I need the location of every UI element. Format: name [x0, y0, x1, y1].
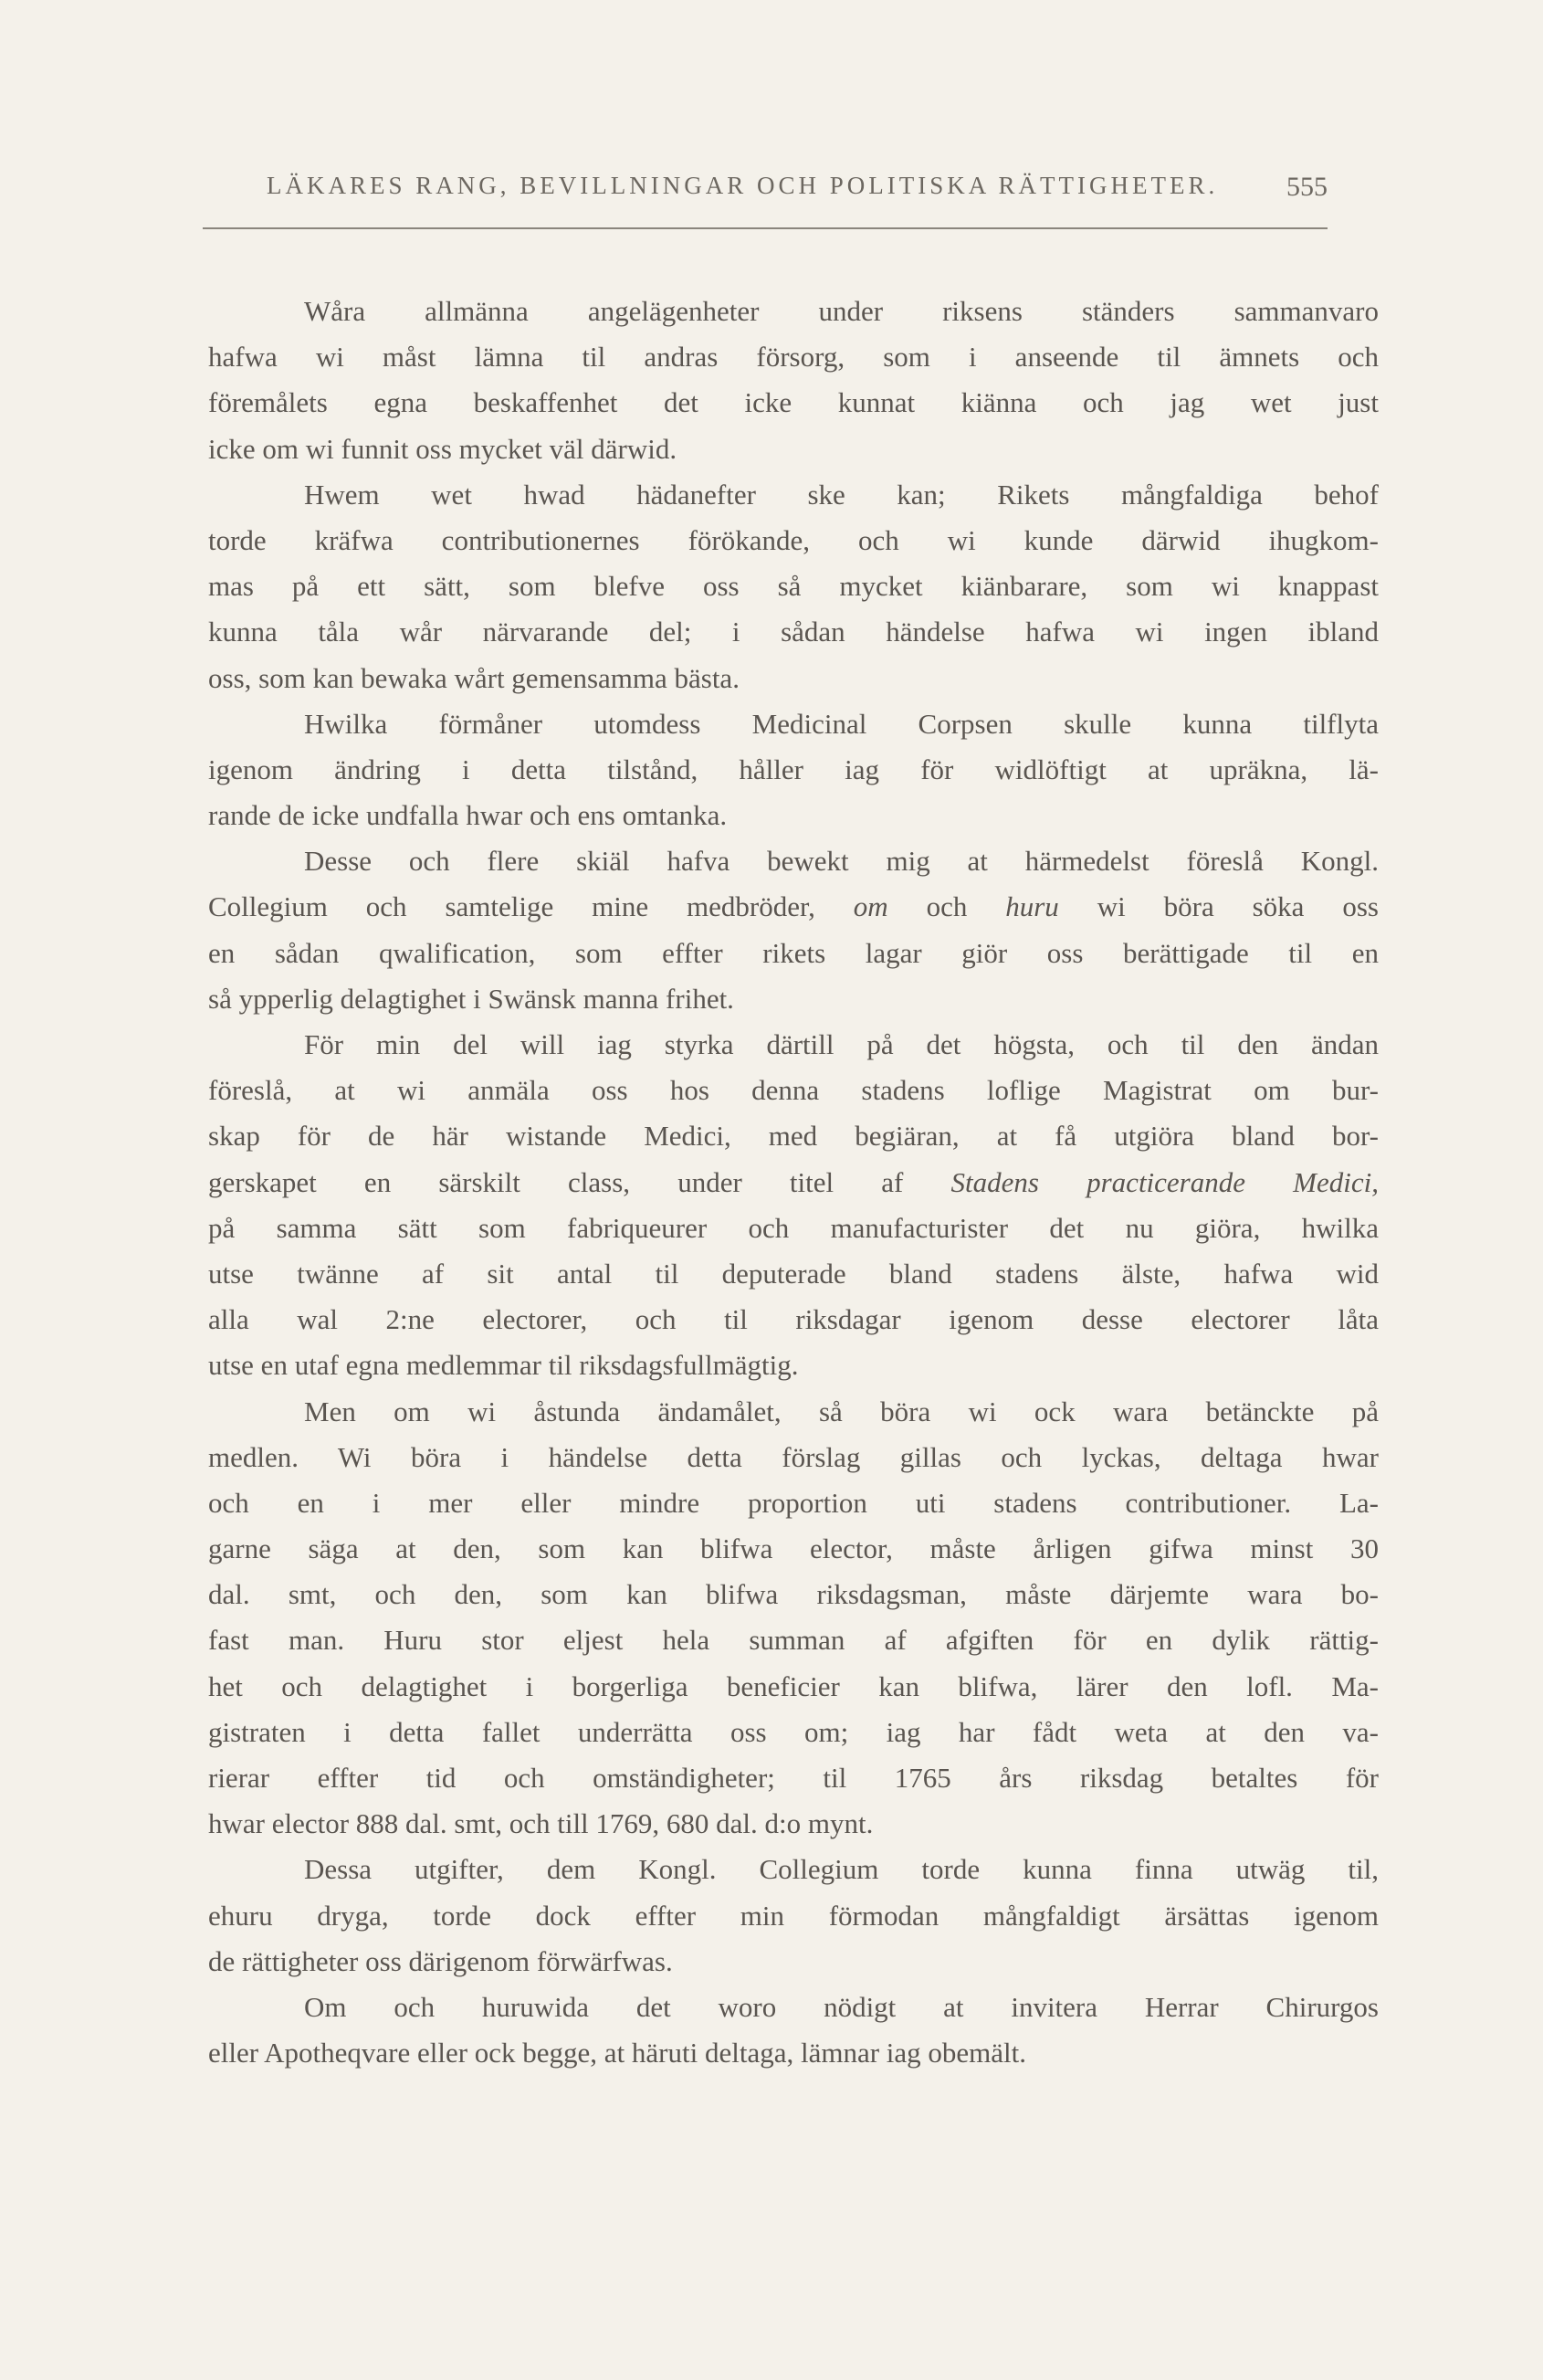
italic-text: Stadens practicerande Medici, — [950, 1165, 1379, 1198]
header-rule — [203, 227, 1328, 229]
text-line: oss, som kan bewaka wårt gemensamma bästa. — [208, 661, 740, 694]
text-line: och en i mer eller mindre proportion uti stadens contributioner. La- — [208, 1486, 1379, 1519]
text-line: garne säga at den, som kan blifwa elector, måste årligen gifwa minst 30 — [208, 1532, 1379, 1565]
text-line: För min del will iag styrka därtill på det högsta, och til den ändan — [304, 1028, 1379, 1060]
text-line: rande de icke undfalla hwar och ens omtanka. — [208, 799, 728, 832]
text-line: de rättigheter oss därigenom förwärfwas. — [208, 1944, 673, 1977]
body-text — [208, 289, 1379, 2076]
text-line: en sådan qwalification, som effter rikets lagar giör oss berättigade til en — [208, 936, 1379, 969]
text-line: eller Apotheqvare eller ock begge, at häruti deltaga, lämnar iag obemält. — [208, 2037, 1027, 2069]
text-line: het och delagtighet i borgerliga beneficier kan blifwa, lärer den lofl. Ma- — [208, 1669, 1379, 1702]
text-line: mas på ett sätt, som blefve oss så mycket kiänbarare, som wi knappast — [208, 570, 1379, 603]
text-line: hwar elector 888 dal. smt, och till 1769, 680 dal. d:o mynt. — [208, 1807, 874, 1840]
text-line: gistraten i detta fallet underrätta oss om; iag har fådt weta at den va- — [208, 1715, 1379, 1748]
text-line: kunna tåla wår närvarande del; i sådan händelse hafwa wi ingen ibland — [208, 616, 1379, 648]
text-line: på samma sätt som fabriqueurer och manufacturister det nu giöra, hwilka — [208, 1211, 1379, 1244]
text-line: föremålets egna beskaffenhet det icke kunnat kiänna och jag wet just — [208, 386, 1379, 419]
page-number: 555 — [1286, 172, 1328, 202]
text-line — [208, 1160, 1379, 1206]
text-line: utse en utaf egna medlemmar til riksdagsfullmägtig. — [208, 1349, 799, 1382]
text-line: igenom ändring i detta tilstånd, håller iag för widlöftigt at upräkna, lä- — [208, 753, 1379, 785]
italic-text: huru — [1005, 890, 1059, 923]
text-segment: Collegium och samtelige mine medbröder, — [208, 890, 854, 923]
text-line: alla wal 2:ne electorer, och til riksdagar igenom desse electorer låta — [208, 1303, 1379, 1336]
text-segment: och — [887, 890, 1006, 923]
text-line: Desse och flere skiäl hafva bewekt mig at härmedelst föreslå Kongl. — [304, 845, 1379, 878]
text-line: utse twänne af sit antal til deputerade bland stadens älste, hafwa wid — [208, 1257, 1379, 1290]
text-line: icke om wi funnit oss mycket väl därwid. — [208, 432, 677, 465]
text-line: medlen. Wi böra i händelse detta förslag gillas och lyckas, deltaga hwar — [208, 1440, 1379, 1473]
text-line: ehuru dryga, torde dock effter min förmodan mångfaldigt ärsättas igenom — [208, 1899, 1379, 1932]
text-line — [208, 884, 1379, 930]
text-line: så ypperlig delagtighet i Swänsk manna frihet. — [208, 982, 734, 1015]
text-line: föreslå, at wi anmäla oss hos denna stadens loflige Magistrat om bur- — [208, 1074, 1379, 1107]
italic-text: om — [853, 890, 888, 923]
text-line: fast man. Huru stor eljest hela summan af afgiften för en dylik rättig- — [208, 1624, 1379, 1657]
text-line: Dessa utgifter, dem Kongl. Collegium torde kunna finna utwäg til, — [304, 1853, 1379, 1886]
text-line: torde kräfwa contributionernes förökande, och wi kunde därwid ihugkom- — [208, 523, 1379, 556]
text-segment: gerskapet en särskilt class, under titel af — [208, 1165, 951, 1198]
text-segment: wi böra söka oss — [1058, 890, 1379, 923]
text-line: Hwilka förmåner utomdess Medicinal Corpsen skulle kunna tilflyta — [304, 707, 1379, 740]
text-line: Hwem wet hwad hädanefter ske kan; Rikets mångfaldiga behof — [304, 478, 1379, 511]
text-line: Wåra allmänna angelägenheter under riksens ständers sammanvaro — [304, 295, 1379, 327]
text-line: hafwa wi måst lämna til andras försorg, som i anseende til ämnets och — [208, 341, 1379, 374]
running-title: LÄKARES RANG, BEVILLNINGAR OCH POLITISKA RÄTTIGHETER. — [267, 172, 1219, 199]
text-line: Om och huruwida det woro nödigt at invitera Herrar Chirurgos — [304, 1990, 1379, 2023]
text-line: Men om wi åstunda ändamålet, så böra wi ock wara betänckte på — [304, 1395, 1379, 1427]
text-line: rierar effter tid och omständigheter; til 1765 års riksdag betaltes för — [208, 1762, 1379, 1794]
text-line: skap för de här wistande Medici, med begiäran, at få utgiöra bland bor- — [208, 1120, 1379, 1153]
page-header — [203, 172, 1328, 208]
text-line: dal. smt, och den, som kan blifwa riksdagsman, måste därjemte wara bo- — [208, 1578, 1379, 1611]
